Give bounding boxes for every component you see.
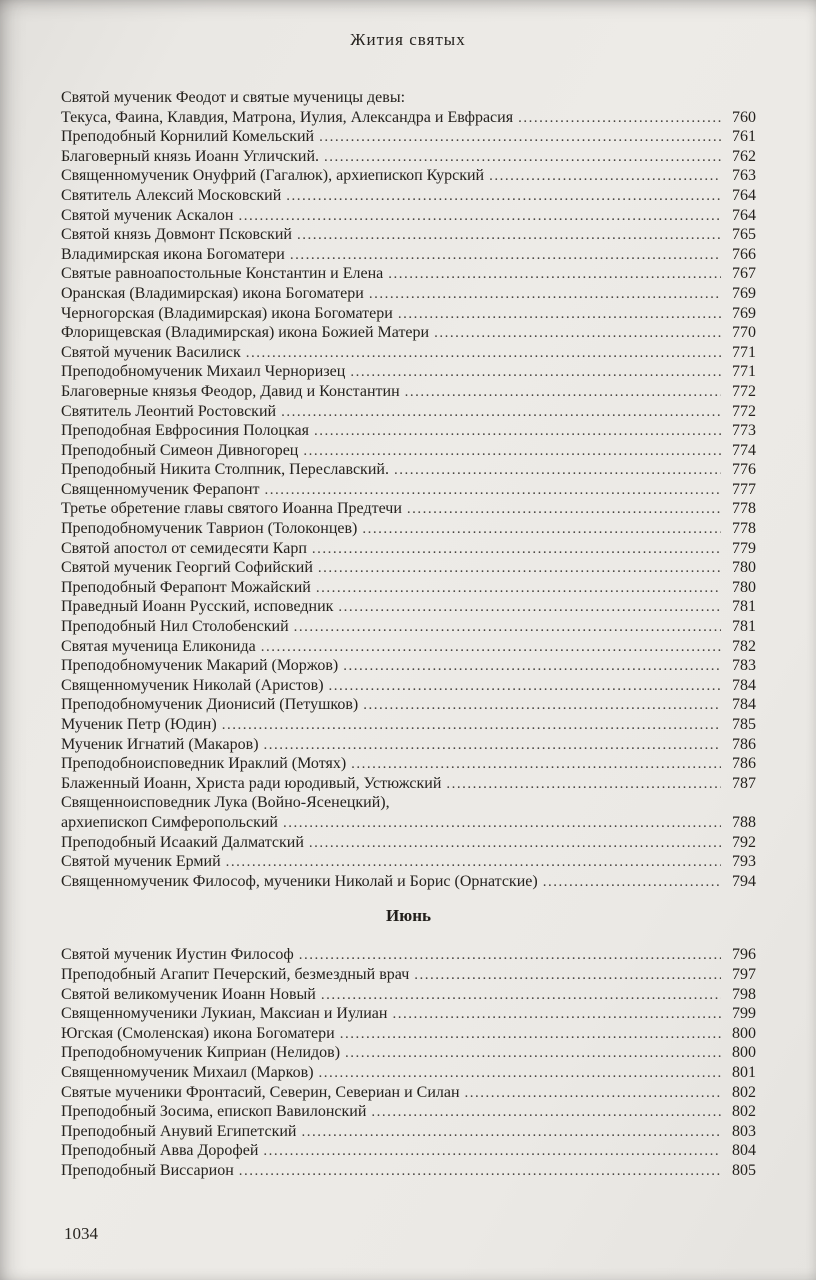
toc-entry [61, 1063, 756, 1083]
entry-page-number: 788 [732, 813, 756, 831]
entry-title: Святой великомученик Иоанн Новый [61, 985, 316, 1003]
running-header: Жития святых [350, 30, 466, 49]
dot-leader [388, 264, 721, 284]
toc-entry [61, 1141, 756, 1161]
dot-leader [301, 1122, 721, 1142]
entry-page-number: 773 [732, 422, 756, 440]
toc-entry [61, 147, 756, 167]
dot-leader [246, 343, 721, 363]
dot-leader [319, 1063, 721, 1083]
dot-leader [290, 245, 721, 265]
toc-entry [61, 637, 756, 657]
entry-page-number: 778 [732, 520, 756, 538]
entry-title: Священномученик Онуфрий (Гагалюк), архиепископ Курский [61, 167, 485, 185]
entry-title: Флорищевская (Владимирская) икона Божией Матери [61, 324, 430, 342]
entry-page-number: 766 [732, 245, 756, 263]
toc-entry [61, 402, 756, 422]
dot-leader [303, 441, 721, 461]
toc-entry [61, 108, 756, 128]
toc-entry [61, 206, 756, 226]
dot-leader [297, 225, 721, 245]
dot-leader [261, 637, 721, 657]
toc-entry [61, 323, 756, 343]
entry-title: Преподобная Евфросиния Полоцкая [61, 422, 309, 440]
dot-leader [405, 382, 721, 402]
toc-entry [61, 965, 756, 985]
entry-title: Святой мученик Василиск [61, 343, 241, 361]
dot-leader [434, 323, 721, 343]
entry-title: Преподобный Исаакий Далматский [61, 833, 304, 851]
entry-title: Святой мученик Иустин Философ [61, 946, 294, 964]
entry-page-number: 781 [732, 618, 756, 636]
entry-page-number: 781 [732, 598, 756, 616]
dot-leader [543, 872, 721, 892]
dot-leader [318, 558, 721, 578]
entry-title: Священномученик Михаил (Марков) [61, 1063, 314, 1081]
entry-title: Святой мученик Аскалон [61, 206, 234, 224]
entry-title: Благоверные князья Феодор, Давид и Константин [61, 382, 400, 400]
toc-entry [61, 833, 756, 853]
entry-page-number: 770 [732, 324, 756, 342]
entry-page-number: 784 [732, 676, 756, 694]
entry-page-number: 769 [732, 304, 756, 322]
entry-title: Священномученик Философ, мученики Николай и Борис (Орнатские) [61, 872, 538, 890]
entry-page-number: 763 [732, 167, 756, 185]
dot-leader [343, 656, 721, 676]
dot-leader [338, 597, 721, 617]
entry-page-number: 793 [732, 853, 756, 871]
entry-title: Черногорская (Владимирская) икона Богоматери [61, 304, 393, 322]
entry-title: Преподобномученик Киприан (Нелидов) [61, 1044, 341, 1062]
entry-page-number: 782 [732, 637, 756, 655]
toc-entry [61, 264, 756, 284]
entry-page-number: 780 [732, 559, 756, 577]
dot-leader [340, 1024, 721, 1044]
entry-page-number: 764 [732, 186, 756, 204]
dot-leader [314, 421, 721, 441]
toc-entry [61, 88, 756, 108]
entry-title: Преподобный Виссарион [61, 1161, 234, 1179]
entry-title: Третье обретение главы святого Иоанна Предтечи [61, 500, 402, 518]
dot-leader [465, 1083, 721, 1103]
entry-title: Преподобноисповедник Ираклий (Мотях) [61, 755, 347, 773]
entry-page-number: 772 [732, 382, 756, 400]
toc-entry [61, 166, 756, 186]
entry-page-number: 769 [732, 284, 756, 302]
entry-title: Преподобный Симеон Дивногорец [61, 441, 299, 459]
entry-page-number: 764 [732, 206, 756, 224]
entry-page-number: 786 [732, 755, 756, 773]
dot-leader [263, 1141, 721, 1161]
entry-title: архиепископ Симферопольский [61, 813, 278, 831]
toc-entry [61, 676, 756, 696]
toc-entry [61, 872, 756, 892]
dot-leader [362, 519, 721, 539]
table-of-contents [61, 88, 756, 1180]
entry-page-number: 796 [732, 946, 756, 964]
toc-entry [61, 1004, 756, 1024]
entry-page-number: 778 [732, 500, 756, 518]
entry-title: Преподобный Агапит Печерский, безмездный врач [61, 965, 410, 983]
dot-leader [407, 499, 721, 519]
entry-title: Святой мученик Ермий [61, 853, 221, 871]
toc-entry [61, 985, 756, 1005]
toc-entry [61, 362, 756, 382]
entry-title: Мученик Игнатий (Макаров) [61, 735, 259, 753]
entry-page-number: 779 [732, 539, 756, 557]
entry-title: Святые равноапостольные Константин и Елена [61, 265, 384, 283]
toc-entry [61, 441, 756, 461]
entry-page-number: 767 [732, 265, 756, 283]
entry-page-number: 798 [732, 985, 756, 1003]
toc-entry [61, 558, 756, 578]
entry-title: Преподобномученик Таврион (Толоконцев) [61, 520, 358, 538]
entry-title: Текуса, Фаина, Клавдия, Матрона, Иулия, Александра и Евфрасия [61, 108, 514, 126]
toc-entry [61, 852, 756, 872]
toc-entry [61, 656, 756, 676]
entry-title: Святитель Алексий Московский [61, 186, 282, 204]
dot-leader [489, 166, 721, 186]
entry-title: Блаженный Иоанн, Христа ради юродивый, Устюжский [61, 774, 442, 792]
entry-title: Преподобномученик Макарий (Моржов) [61, 657, 339, 675]
toc-entry [61, 245, 756, 265]
entry-title: Священноисповедник Лука (Войно-Ясенецкий), [61, 794, 390, 812]
toc-entry [61, 343, 756, 363]
toc-entry [61, 1083, 756, 1103]
entry-title: Преподобномученик Дионисий (Петушков) [61, 696, 359, 714]
dot-leader [398, 304, 721, 324]
dot-leader [369, 284, 721, 304]
toc-entry [61, 304, 756, 324]
entry-page-number: 761 [732, 128, 756, 146]
dot-leader [321, 985, 721, 1005]
entry-page-number: 771 [732, 363, 756, 381]
entry-page-number: 787 [732, 774, 756, 792]
dot-leader [518, 108, 721, 128]
entry-page-number: 771 [732, 343, 756, 361]
toc-entries-may [61, 88, 756, 891]
dot-leader [264, 735, 721, 755]
entry-title: Преподобный Ферапонт Можайский [61, 578, 311, 596]
entry-page-number: 804 [732, 1142, 756, 1160]
toc-entry [61, 597, 756, 617]
entry-page-number: 802 [732, 1083, 756, 1101]
toc-entry [61, 519, 756, 539]
entry-title: Священномученики Лукиан, Максиан и Иулиан [61, 1005, 388, 1023]
entry-page-number: 772 [732, 402, 756, 420]
entry-title: Святой мученик Георгий Софийский [61, 559, 313, 577]
entry-page-number: 786 [732, 735, 756, 753]
toc-entry [61, 754, 756, 774]
entry-title: Благоверный князь Иоанн Угличский. [61, 147, 320, 165]
dot-leader [324, 147, 721, 167]
toc-entry [61, 1043, 756, 1063]
entry-title: Священномученик Николай (Аристов) [61, 676, 324, 694]
toc-entry [61, 1161, 756, 1181]
entry-title: Святой мученик Феодот и святые мученицы девы: [61, 89, 406, 106]
entry-page-number: 776 [732, 461, 756, 479]
entry-title: Югская (Смоленская) икона Богоматери [61, 1024, 335, 1042]
toc-entry [61, 735, 756, 755]
entry-page-number: 801 [732, 1063, 756, 1081]
page-number: 1034 [64, 1224, 98, 1243]
toc-entry [61, 793, 756, 813]
dot-leader [312, 539, 721, 559]
entry-title: Святые мученики Фронтасий, Северин, Севериан и Силан [61, 1083, 460, 1101]
toc-entry [61, 539, 756, 559]
toc-entry [61, 284, 756, 304]
toc-entry [61, 225, 756, 245]
dot-leader [283, 813, 721, 833]
toc-entry [61, 499, 756, 519]
entry-page-number: 774 [732, 441, 756, 459]
entry-title: Праведный Иоанн Русский, исповедник [61, 598, 334, 616]
toc-entry [61, 1122, 756, 1142]
dot-leader [316, 578, 721, 598]
dot-leader [238, 206, 721, 226]
toc-entry [61, 186, 756, 206]
entry-page-number: 780 [732, 578, 756, 596]
toc-entry [61, 617, 756, 637]
entry-page-number: 765 [732, 226, 756, 244]
entry-page-number: 777 [732, 480, 756, 498]
entry-page-number: 794 [732, 872, 756, 890]
dot-leader [265, 480, 721, 500]
entry-title: Преподобный Корнилий Комельский [61, 128, 315, 146]
entry-page-number: 762 [732, 147, 756, 165]
entry-page-number: 797 [732, 965, 756, 983]
entry-page-number: 785 [732, 716, 756, 733]
entry-title: Святой апостол от семидесяти Карп [61, 539, 307, 557]
entry-page-number: 803 [732, 1122, 756, 1140]
entry-title: Владимирская икона Богоматери [61, 245, 285, 263]
dot-leader [446, 774, 721, 794]
section-heading-june: Июнь [386, 906, 431, 926]
toc-entry [61, 421, 756, 441]
entry-title: Святой князь Довмонт Псковский [61, 226, 292, 244]
entry-title: Святая мученица Еликонида [61, 637, 256, 655]
dot-leader [309, 833, 721, 853]
toc-entry [61, 774, 756, 794]
entry-page-number: 799 [732, 1005, 756, 1023]
dot-leader [345, 1043, 721, 1063]
entry-page-number: 784 [732, 696, 756, 714]
toc-entry [61, 578, 756, 598]
toc-entry [61, 460, 756, 480]
toc-entry [61, 813, 756, 833]
entry-page-number: 800 [732, 1044, 756, 1062]
toc-entry [61, 1102, 756, 1122]
dot-leader [329, 676, 721, 696]
entry-page-number: 802 [732, 1103, 756, 1121]
toc-entry [61, 945, 756, 965]
entry-title: Преподобный Нил Столобенский [61, 618, 289, 636]
entry-title: Преподобный Авва Дорофей [61, 1142, 259, 1160]
dot-leader [319, 127, 721, 147]
toc-entries-june [61, 945, 756, 1180]
dot-leader [363, 695, 721, 715]
dot-leader [239, 1161, 721, 1181]
entry-title: Мученик Петр (Юдин) [61, 716, 217, 733]
toc-entry [61, 695, 756, 715]
dot-leader [299, 945, 721, 965]
entry-title: Оранская (Владимирская) икона Богоматери [61, 284, 364, 302]
dot-leader [286, 186, 721, 206]
entry-page-number: 783 [732, 657, 756, 675]
entry-page-number: 760 [732, 108, 756, 126]
entry-page-number: 800 [732, 1024, 756, 1042]
dot-leader [226, 852, 721, 872]
entry-title: Преподобномученик Михаил Черноризец [61, 363, 346, 381]
toc-entry [61, 1024, 756, 1044]
dot-leader [351, 754, 721, 774]
entry-title: Преподобный Никита Столпник, Переславский. [61, 461, 389, 479]
dot-leader [414, 965, 721, 985]
dot-leader [394, 460, 721, 480]
entry-title: Преподобный Анувий Египетский [61, 1122, 297, 1140]
dot-leader [222, 715, 721, 735]
toc-entry [61, 382, 756, 402]
toc-entry [61, 480, 756, 500]
entry-page-number: 805 [732, 1161, 756, 1179]
toc-entry [61, 127, 756, 147]
dot-leader [350, 362, 721, 382]
entry-page-number: 792 [732, 833, 756, 851]
dot-leader [281, 402, 721, 422]
entry-title: Преподобный Зосима, епископ Вавилонский [61, 1103, 367, 1121]
entry-title: Священномученик Ферапонт [61, 480, 260, 498]
dot-leader [371, 1102, 721, 1122]
dot-leader [392, 1004, 721, 1024]
dot-leader [294, 617, 721, 637]
entry-title: Святитель Леонтий Ростовский [61, 402, 277, 420]
toc-entry [61, 715, 756, 735]
